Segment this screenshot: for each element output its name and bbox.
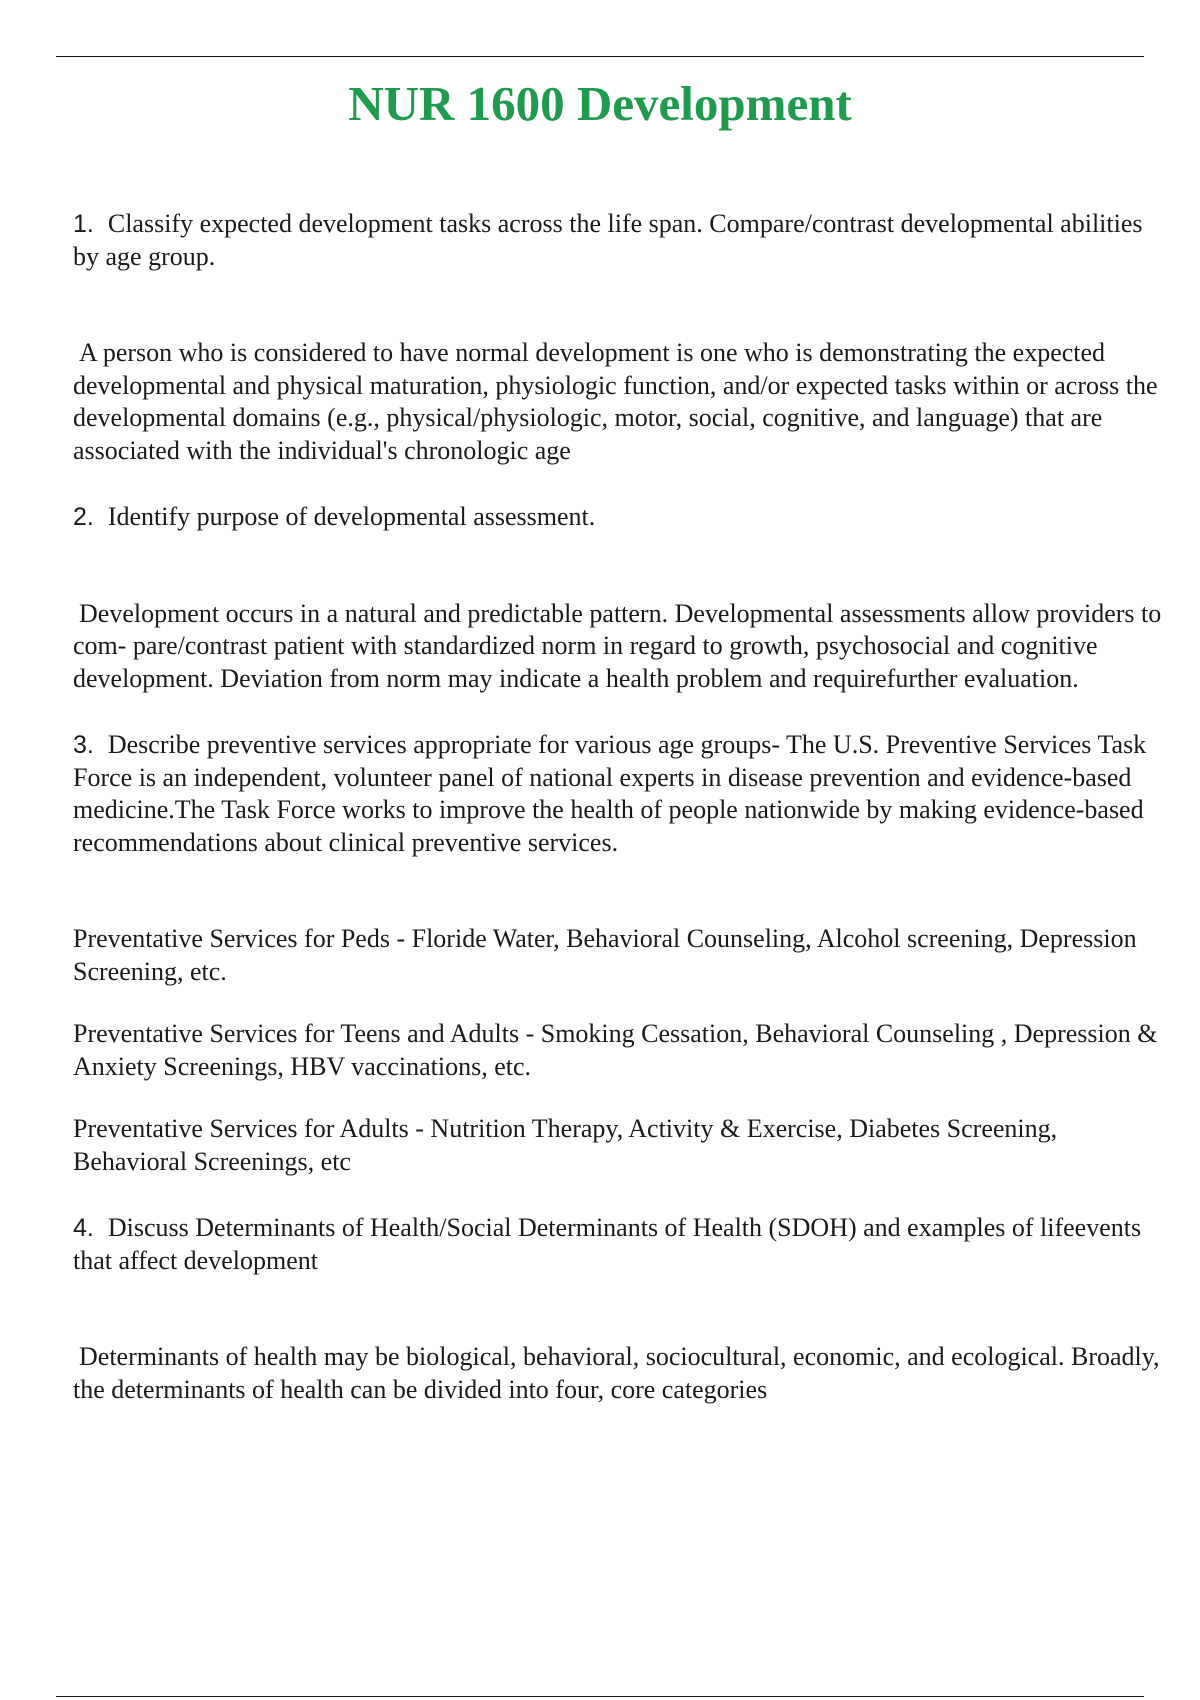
question-2 bbox=[73, 501, 1173, 534]
question-text: Identify purpose of developmental assessment. bbox=[107, 502, 596, 531]
answer-3-adults: Preventative Services for Adults - Nutrition Therapy, Activity & Exercise, Diabetes Screening, Behavioral Screenings, etc bbox=[73, 1114, 1058, 1176]
question-text: Discuss Determinants of Health/Social Determinants of Health (SDOH) and examples of lifeevents that affect development bbox=[73, 1213, 1142, 1275]
answer-1: A person who is considered to have normal development is one who is demonstrating the expected developmental and physical maturation, physiologic function, and/or expected tasks within or across the developmental domains (e.g., physical/physiologic, motor, social, cognitive, and language) that are associated with the individual's chronologic age bbox=[73, 338, 1158, 465]
question-text: Classify expected development tasks across the life span. Compare/contrast developmental abilities by age group. bbox=[73, 209, 1143, 271]
question-text: Describe preventive services appropriate for various age groups- The U.S. Preventive Services Task Force is an independent, volunteer panel of national experts in disease prevention and evidence-based medicine.The Task Force works to improve the health of people nationwide by making evidence-based recommendations about clinical preventive services. bbox=[73, 730, 1147, 857]
question-number: 2. bbox=[73, 503, 94, 531]
top-rule bbox=[56, 56, 1144, 57]
question-1 bbox=[73, 208, 1173, 273]
answer-2: Development occurs in a natural and predictable pattern. Developmental assessments allow providers to com- pare/contrast patient with standardized norm in regard to growth, psychosocial and cognitive development. Deviation from norm may indicate a health problem and requirefurther evaluation. bbox=[73, 598, 1162, 693]
answer-3-teens-adults: Preventative Services for Teens and Adults - Smoking Cessation, Behavioral Counseling , Depression & Anxiety Screenings, HBV vaccinations, etc. bbox=[73, 1019, 1158, 1081]
question-number: 1. bbox=[73, 210, 94, 238]
document-body bbox=[73, 208, 1173, 1440]
question-number: 3. bbox=[73, 731, 94, 759]
bottom-rule bbox=[56, 1696, 1144, 1697]
answer-3-peds: Preventative Services for Peds - Floride Water, Behavioral Counseling, Alcohol screening, Depression Screening, etc. bbox=[73, 924, 1137, 986]
question-4 bbox=[73, 1212, 1173, 1277]
answer-4: Determinants of health may be biological, behavioral, sociocultural, economic, and ecological. Broadly, the determinants of health can be divided into four, core categories bbox=[73, 1342, 1160, 1404]
question-3 bbox=[73, 729, 1173, 859]
question-number: 4. bbox=[73, 1214, 94, 1242]
page-title: NUR 1600 Development bbox=[348, 76, 852, 131]
